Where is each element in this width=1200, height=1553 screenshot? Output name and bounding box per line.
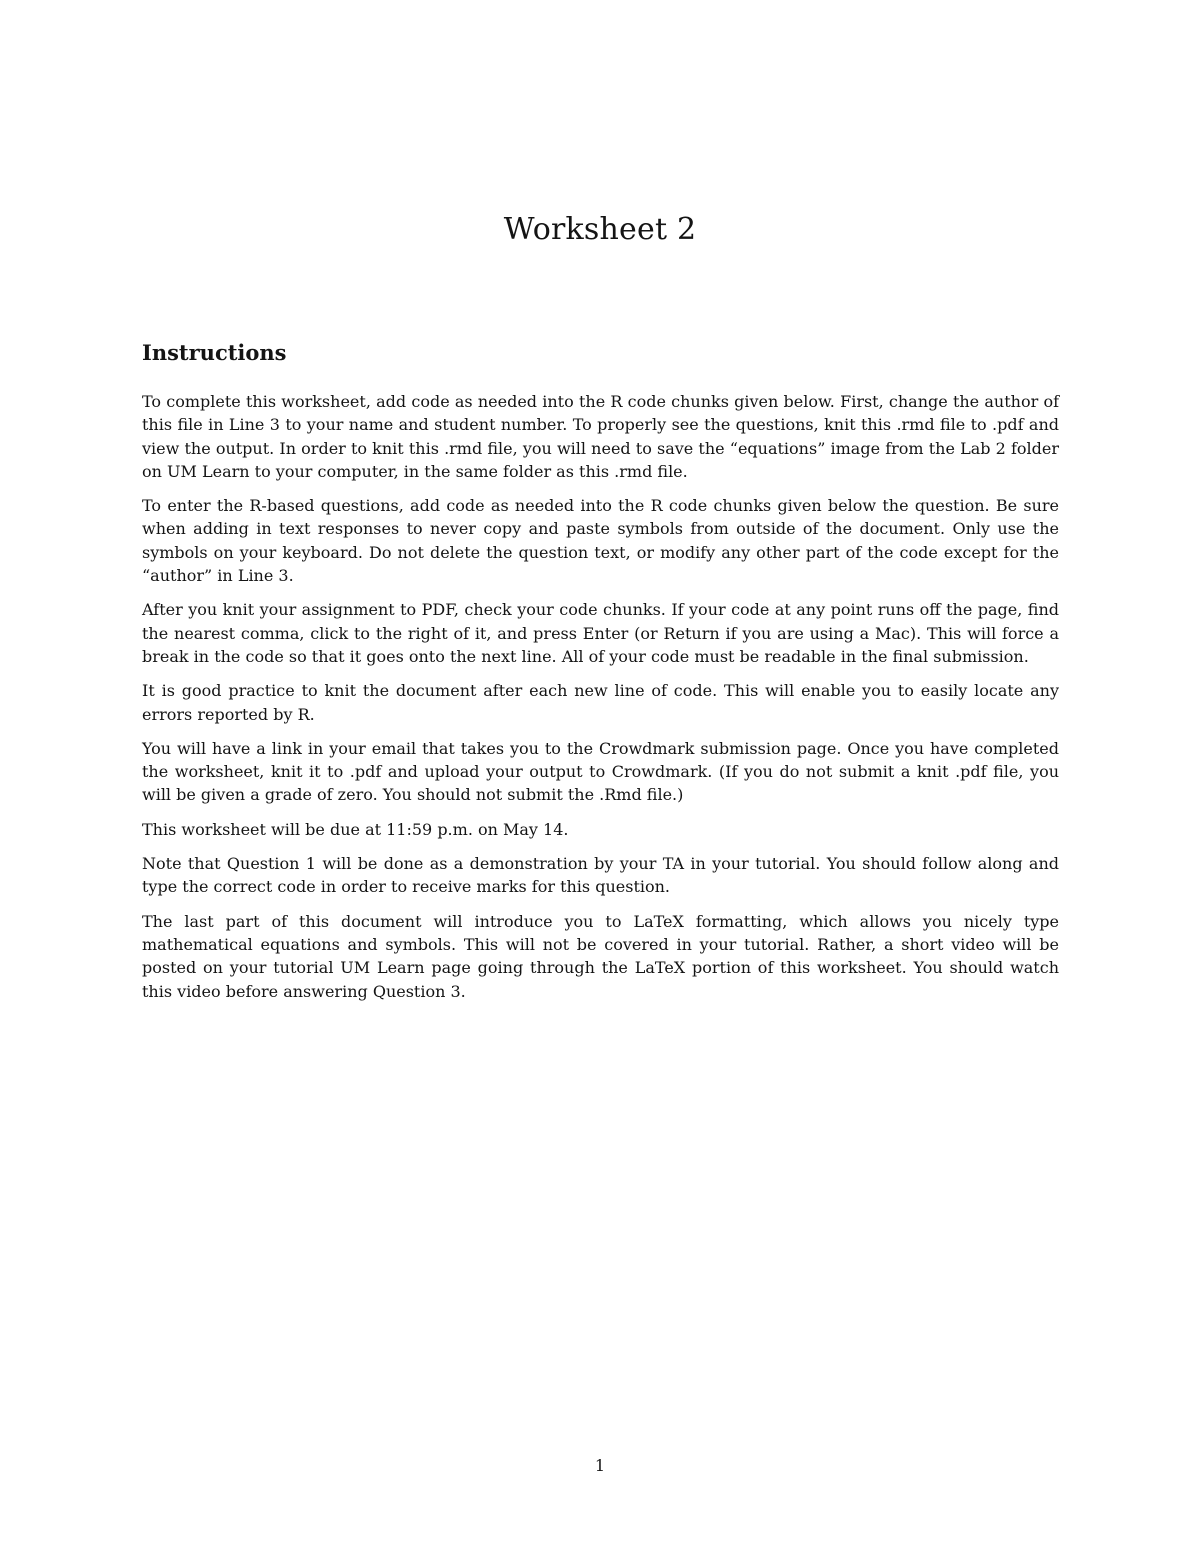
paragraph-crowdmark-submission: You will have a link in your email that takes you to the Crowdmark submission page. Once you have completed the worksheet, knit it to .pdf and upload your output to Crowdmark. (If you do not submit a knit .pdf file, you will be given a grade of zero. You should not submit the .Rmd file.) — [142, 738, 1059, 805]
paragraph-due-date: This worksheet will be due at 11:59 p.m. on May 14. — [142, 819, 569, 839]
page-title: Worksheet 2 — [503, 212, 697, 247]
paragraph-good-practice: It is good practice to knit the document after each new line of code. This will enable you to easily locate any errors reported by R. — [142, 681, 1059, 724]
page-number: 1 — [594, 1456, 606, 1475]
paragraph-complete-worksheet: To complete this worksheet, add code as needed into the R code chunks given below. First, change the author of this file in Line 3 to your name and student number. To properly see the questions, knit this .rmd file to .pdf and view the output. In order to knit this .rmd file, you will need to save the “equations” image from the Lab 2 folder on UM Learn to your computer, in the same folder as this .rmd file. — [142, 392, 1059, 481]
section-heading-instructions: Instructions — [142, 340, 287, 365]
paragraph-question-1-demo: Note that Question 1 will be done as a demonstration by your TA in your tutorial. You should follow along and type the correct code in order to receive marks for this question. — [142, 854, 1059, 897]
paragraph-r-based-questions: To enter the R-based questions, add code as needed into the R code chunks given below the question. Be sure when adding in text responses to never copy and paste symbols from outside of the document. Only use the symbols on your keyboard. Do not delete the question text, or modify any other part of the code except for the “author” in Line 3. — [142, 496, 1059, 586]
paragraph-check-code-chunks: After you knit your assignment to PDF, check your code chunks. If your code at any point runs off the page, find the nearest comma, click to the right of it, and press Enter (or Return if you are using a Mac). This will force a break in the code so that it goes onto the next line. All of your code must be readable in the final submission. — [142, 600, 1059, 666]
instructions-body — [142, 390, 1059, 1014]
paragraph-latex-intro: The last part of this document will introduce you to LaTeX formatting, which allows you nicely type mathematical equations and symbols. This will not be covered in your tutorial. Rather, a short video will be posted on your tutorial UM Learn page going through the LaTeX portion of this worksheet. You should watch this video before answering Question 3. — [142, 911, 1059, 1001]
